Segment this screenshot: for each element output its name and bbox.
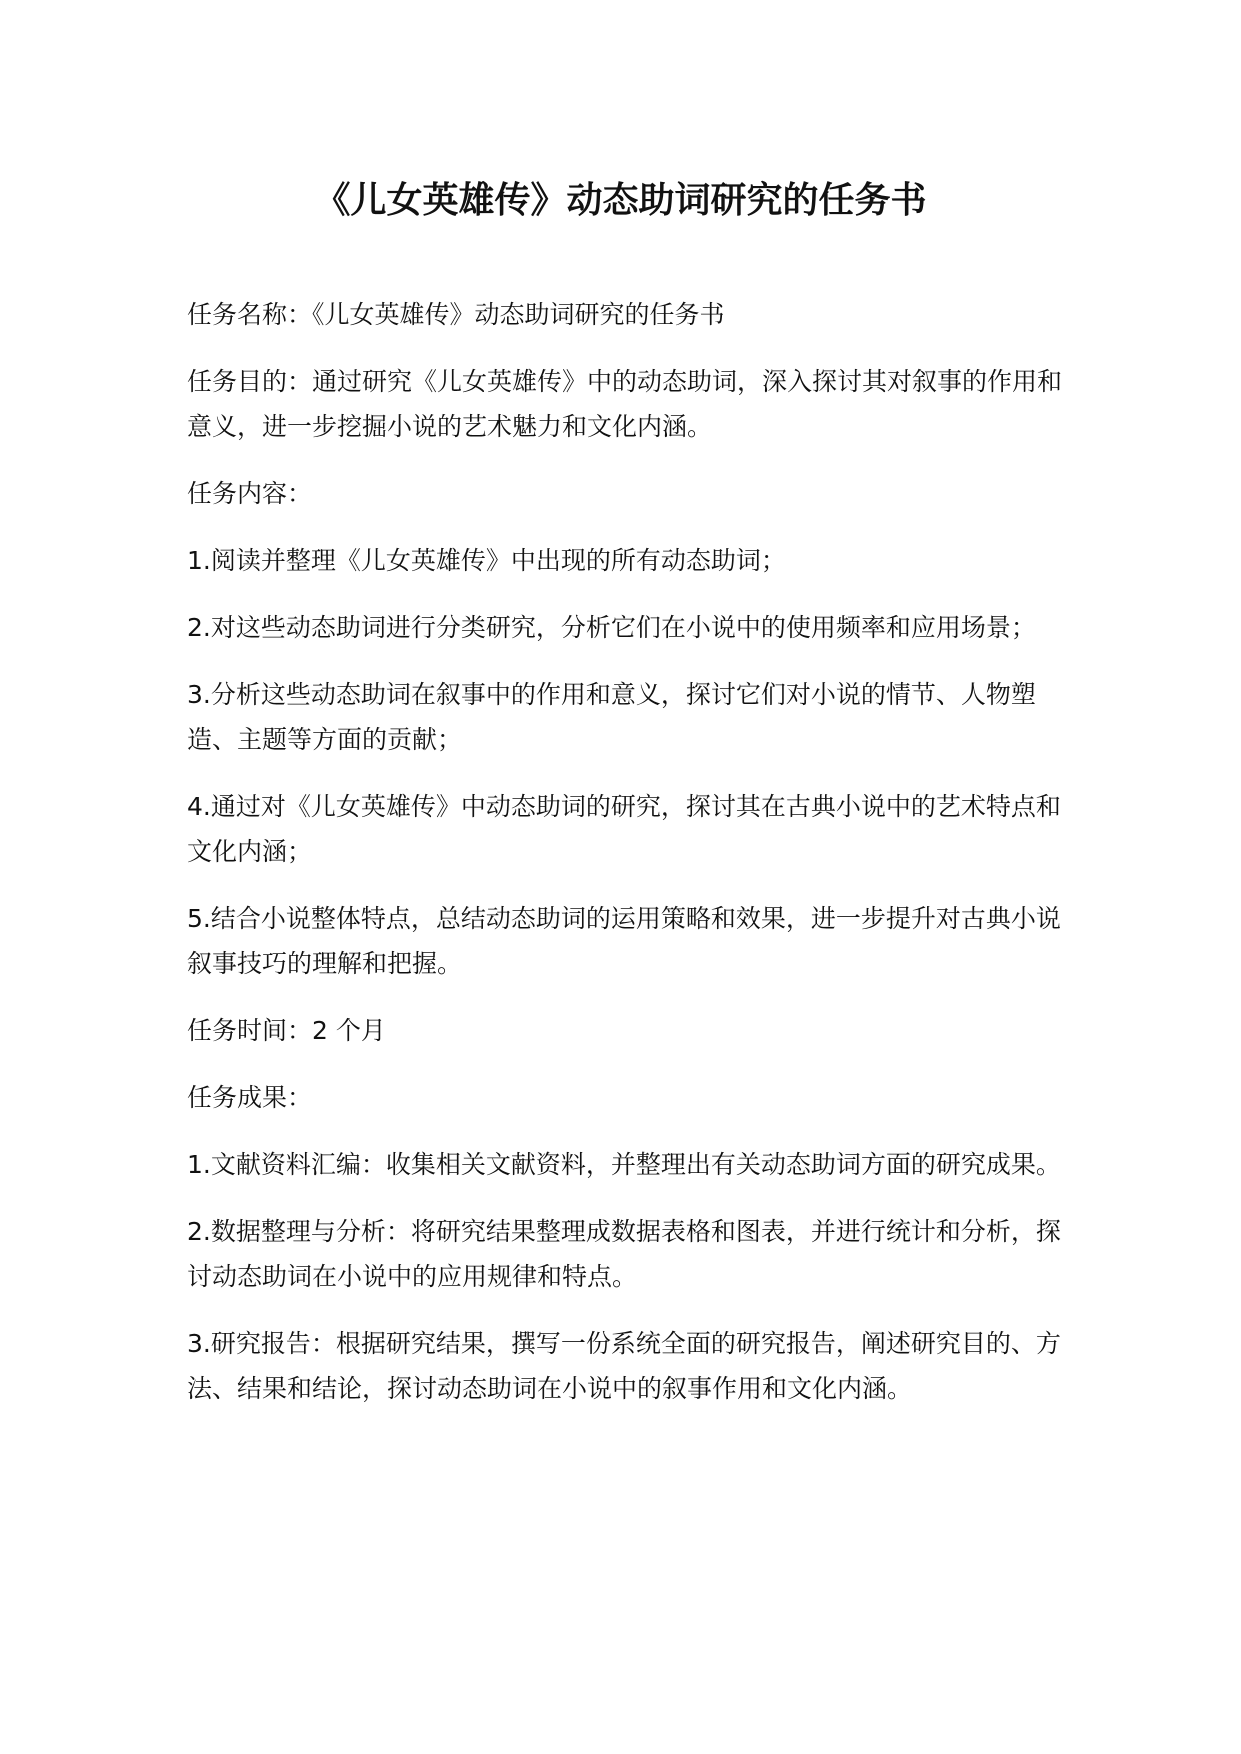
document-title: 《儿女英雄传》动态助词研究的任务书 [314,180,927,221]
task-name-paragraph: 任务名称：《儿女英雄传》动态助词研究的任务书 [187,300,725,329]
task-duration-paragraph: 任务时间：2 个月 [187,1016,386,1045]
task-result-item-2: 2.数据整理与分析：将研究结果整理成数据表格和图表，并进行统计和分析，探讨动态助词在小说中的应用规律和特点。 [187,1217,1061,1291]
task-content-item-1: 1.阅读并整理《儿女英雄传》中出现的所有动态助词； [187,546,786,575]
task-content-heading: 任务内容： [187,479,313,508]
task-results-heading: 任务成果： [187,1083,313,1112]
task-content-item-5: 5.结合小说整体特点，总结动态助词的运用策略和效果，进一步提升对古典小说叙事技巧的理解和把握。 [187,904,1061,978]
task-content-item-4: 4.通过对《儿女英雄传》中动态助词的研究，探讨其在古典小说中的艺术特点和文化内涵； [187,792,1061,866]
task-content-item-3: 3.分析这些动态助词在叙事中的作用和意义，探讨它们对小说的情节、人物塑造、主题等方面的贡献； [187,680,1036,754]
task-result-item-3: 3.研究报告：根据研究结果，撰写一份系统全面的研究报告，阐述研究目的、方法、结果和结论，探讨动态助词在小说中的叙事作用和文化内涵。 [187,1329,1061,1403]
document-body [187,292,1067,1433]
task-result-item-1: 1.文献资料汇编：收集相关文献资料，并整理出有关动态助词方面的研究成果。 [187,1150,1061,1179]
task-content-item-2: 2.对这些动态助词进行分类研究，分析它们在小说中的使用频率和应用场景； [187,613,1036,642]
task-purpose-paragraph: 任务目的：通过研究《儿女英雄传》中的动态助词，深入探讨其对叙事的作用和意义，进一步挖掘小说的艺术魅力和文化内涵。 [187,367,1063,441]
